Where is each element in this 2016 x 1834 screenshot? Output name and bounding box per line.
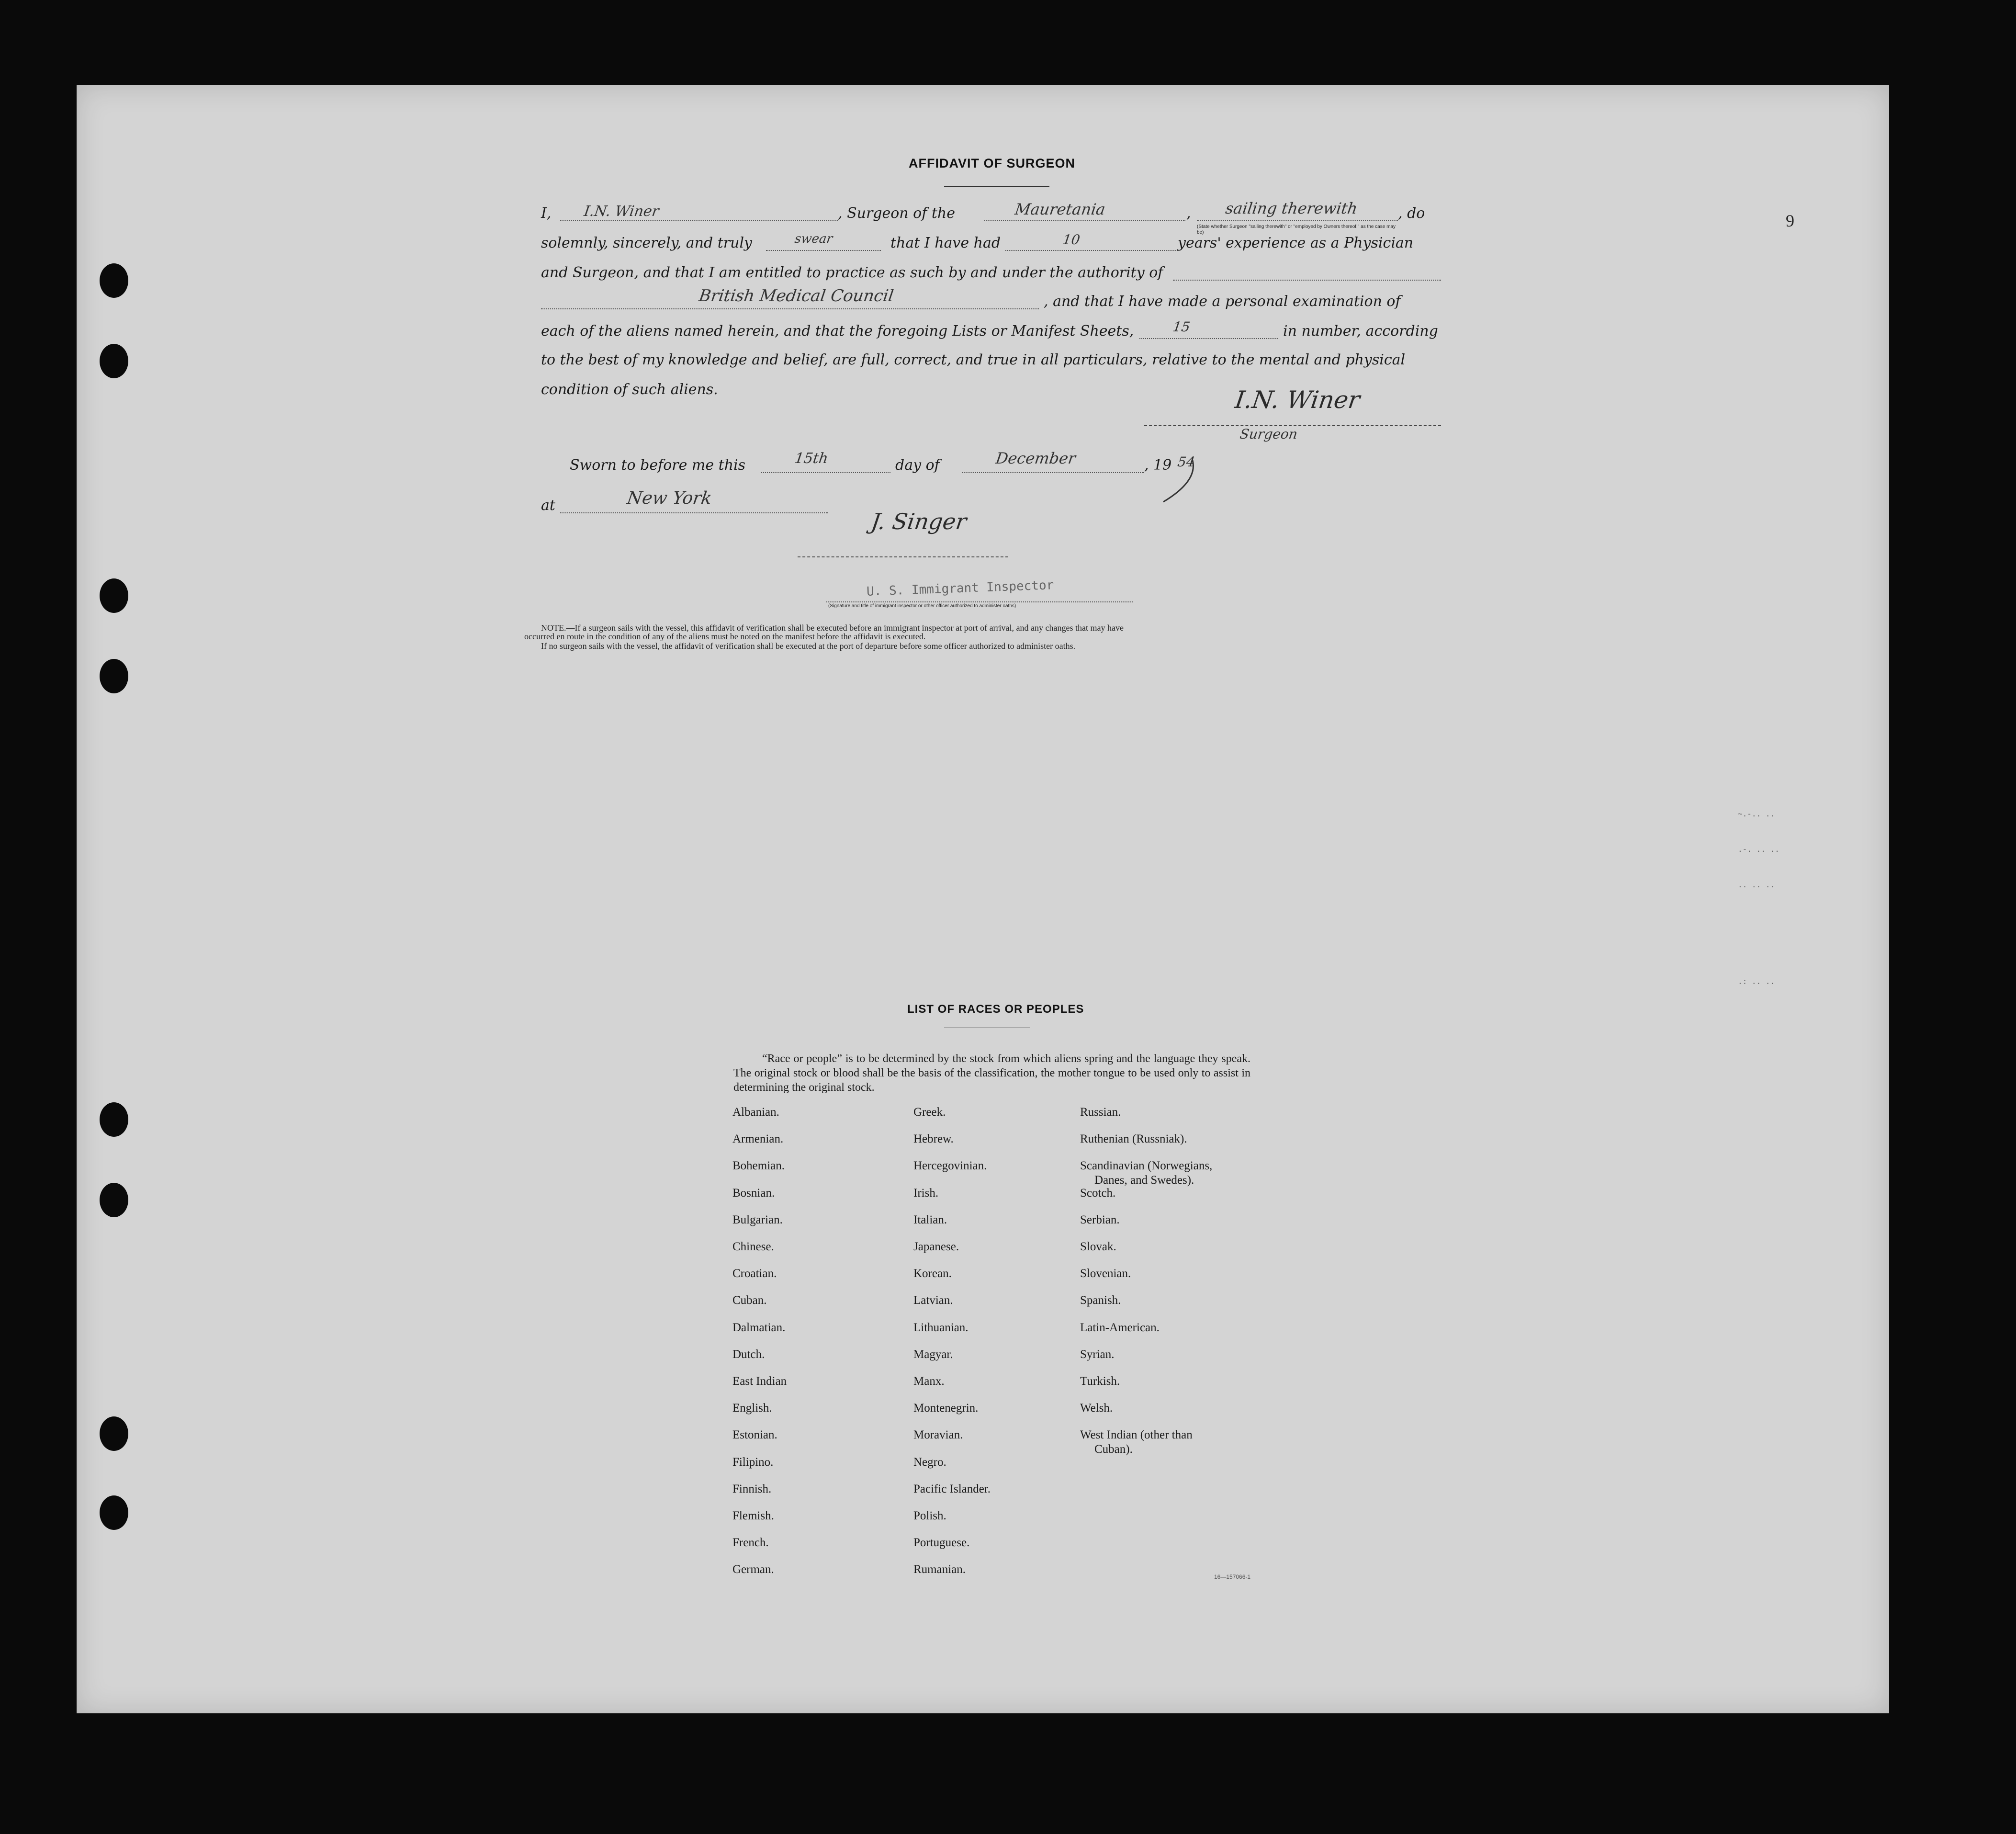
- page-title: AFFIDAVIT OF SURGEON: [909, 156, 1075, 170]
- race-entry: Syrian.: [1080, 1347, 1115, 1361]
- affidavit-line-5-pre: each of the aliens named herein, and that the foregoing Lists or Manifest Sheets,: [541, 323, 1134, 340]
- vessel-blank: [984, 220, 1185, 221]
- sheets-blank: [1139, 338, 1278, 339]
- vessel-handwritten: Mauretania: [1014, 200, 1107, 218]
- race-entry: Filipino.: [732, 1455, 774, 1469]
- affidavit-note-3: If no surgeon sails with the vessel, the affidavit of verification shall be executed at the port of departure before some officer authorized to administer oaths.: [541, 641, 1076, 651]
- affidavit-line-7: condition of such aliens.: [541, 381, 718, 398]
- sheets-handwritten: 15: [1171, 319, 1191, 335]
- race-entry: Latin-American.: [1080, 1321, 1160, 1334]
- affidavit-line-4-post: , and that I have made a personal examination of: [1044, 293, 1401, 310]
- margin-smudge: .. .. ..: [1738, 880, 1775, 889]
- race-entry: Slovak.: [1080, 1240, 1116, 1253]
- punch-hole: [100, 1495, 128, 1530]
- race-entry: French.: [732, 1536, 769, 1550]
- sworn-month-handwritten: December: [994, 449, 1077, 467]
- sworn-month-blank: [962, 472, 1144, 473]
- race-entry: Russian.: [1080, 1106, 1121, 1119]
- inspector-signature-line: [798, 556, 1008, 557]
- race-entry: Negro.: [913, 1455, 946, 1469]
- race-entry: Lithuanian.: [913, 1321, 969, 1334]
- authority-blank-b: [541, 308, 1039, 309]
- race-entry: Welsh.: [1080, 1402, 1113, 1415]
- sworn-mid: day of: [895, 457, 940, 474]
- race-entry: Albanian.: [732, 1106, 779, 1119]
- race-entry: Bulgarian.: [732, 1213, 783, 1226]
- sworn-year-handwritten: 54: [1176, 454, 1196, 470]
- race-entry: Greek.: [913, 1106, 946, 1119]
- race-entry: West Indian (other than: [1080, 1428, 1193, 1442]
- race-entry: Scandinavian (Norwegians,: [1080, 1159, 1213, 1173]
- margin-smudge: .: .. ..: [1738, 977, 1775, 986]
- margin-smudge: .-. .. ..: [1738, 845, 1779, 854]
- surgeon-name-blank: [560, 220, 838, 221]
- race-entry: Spanish.: [1080, 1294, 1121, 1307]
- sworn-day-blank: [761, 472, 890, 473]
- race-entry: Cuban.: [732, 1294, 767, 1307]
- punch-hole: [100, 263, 128, 298]
- sworn-year-flourish: [1144, 454, 1197, 507]
- race-entry: Chinese.: [732, 1240, 774, 1253]
- race-entry: Scotch.: [1080, 1186, 1116, 1200]
- race-entry: Cuban).: [1094, 1443, 1133, 1456]
- inspector-stamp: U. S. Immigrant Inspector: [866, 578, 1054, 599]
- race-entry: Montenegrin.: [913, 1402, 979, 1415]
- race-entry: Japanese.: [913, 1240, 959, 1253]
- race-entry: Rumanian.: [913, 1563, 966, 1576]
- race-entry: Moravian.: [913, 1428, 963, 1442]
- at-pre: at: [541, 497, 555, 514]
- race-entry: Latvian.: [913, 1294, 953, 1307]
- affidavit-note-2: occurred en route in the condition of any of the aliens must be noted on the manifest before the affidavit is executed.: [524, 632, 926, 641]
- affidavit-line-3: and Surgeon, and that I am entitled to practice as such by and under the authority of: [541, 264, 1163, 281]
- race-entry: German.: [732, 1563, 774, 1576]
- race-entry: Korean.: [913, 1267, 952, 1280]
- race-entry: Polish.: [913, 1509, 946, 1522]
- affidavit-line-1-post: , do: [1398, 205, 1425, 222]
- affidavit-line-2-mid: that I have had: [890, 235, 1001, 251]
- surgeon-title-handwritten: Surgeon: [1239, 426, 1299, 442]
- oath-verb-handwritten: swear: [793, 232, 834, 246]
- title-underline: [944, 186, 1049, 187]
- affidavit-line-1-mid: , Surgeon of the: [838, 205, 955, 222]
- race-entry: Flemish.: [732, 1509, 774, 1522]
- inspector-signature: J. Singer: [869, 509, 969, 534]
- race-entry: Hebrew.: [913, 1132, 954, 1146]
- punch-hole: [100, 344, 128, 378]
- race-entry: Portuguese.: [913, 1536, 970, 1550]
- race-entry: Finnish.: [732, 1482, 772, 1495]
- sworn-day-handwritten: 15th: [793, 450, 830, 467]
- at-place-handwritten: New York: [626, 488, 713, 508]
- race-entry: Dalmatian.: [732, 1321, 786, 1334]
- punch-hole: [100, 1183, 128, 1217]
- race-entry: Turkish.: [1080, 1375, 1120, 1388]
- punch-hole: [100, 1416, 128, 1451]
- margin-smudge: ~.-.. ..: [1738, 809, 1775, 818]
- oath-verb-blank: [766, 250, 881, 251]
- race-entry: Hercegovinian.: [913, 1159, 987, 1173]
- sailing-blank: [1197, 220, 1398, 221]
- race-entry: Armenian.: [732, 1132, 784, 1146]
- race-entry: Dutch.: [732, 1347, 765, 1361]
- document-page: [77, 85, 1889, 1713]
- race-entry: Serbian.: [1080, 1213, 1120, 1226]
- sailing-note: (State whether Surgeon "sailing therewith" or "employed by Owners thereof," as the case may be): [1197, 224, 1396, 235]
- race-entry: Estonian.: [732, 1428, 777, 1442]
- inspector-stamp-line: [826, 601, 1133, 602]
- authority-blank-a: [1173, 280, 1441, 281]
- race-entry: Bosnian.: [732, 1186, 775, 1200]
- punch-hole: [100, 659, 128, 693]
- surgeon-signature: I.N. Winer: [1233, 386, 1362, 414]
- race-entry: Pacific Islander.: [913, 1482, 991, 1495]
- years-blank: [1005, 250, 1178, 251]
- race-entry: Manx.: [913, 1375, 945, 1388]
- races-title: LIST OF RACES OR PEOPLES: [907, 1003, 1084, 1016]
- race-entry: Croatian.: [732, 1267, 777, 1280]
- race-entry: Italian.: [913, 1213, 947, 1226]
- sailing-handwritten: sailing therewith: [1224, 199, 1359, 217]
- race-entry: Irish.: [913, 1186, 939, 1200]
- race-entry: Ruthenian (Russniak).: [1080, 1132, 1187, 1146]
- race-entry: Bohemian.: [732, 1159, 785, 1173]
- race-entry: East Indian: [732, 1375, 787, 1388]
- race-entry: Danes, and Swedes).: [1094, 1174, 1194, 1187]
- affidavit-line-2-post: years' experience as a Physician: [1178, 235, 1414, 251]
- at-place-blank: [560, 512, 828, 513]
- surgeon-name-handwritten: I.N. Winer: [583, 203, 660, 220]
- punch-hole: [100, 1102, 128, 1137]
- affidavit-line-2-pre: solemnly, sincerely, and truly: [541, 235, 753, 251]
- years-handwritten: 10: [1061, 232, 1081, 248]
- race-entry: Slovenian.: [1080, 1267, 1131, 1280]
- race-entry: English.: [732, 1402, 772, 1415]
- affidavit-line-5-post: in number, according: [1283, 323, 1438, 340]
- inspector-caption: (Signature and title of immigrant inspector or other officer authorized to administer oaths): [828, 603, 1016, 609]
- affidavit-line-1-pre: I,: [541, 205, 552, 222]
- affidavit-note-1: NOTE.—If a surgeon sails with the vessel, this affidavit of verification shall be executed before an immigrant inspector at port of arrival, and any changes that may have: [541, 623, 1124, 633]
- punch-hole: [100, 578, 128, 613]
- sworn-year-pre: , 19: [1144, 457, 1172, 474]
- affidavit-line-1-sep: ,: [1186, 205, 1191, 222]
- affidavit-line-6: to the best of my knowledge and belief, are full, correct, and true in all particulars, relative to the mental and physical: [541, 351, 1406, 368]
- form-code: 16—157066-1: [1214, 1574, 1251, 1580]
- race-entry: Magyar.: [913, 1347, 953, 1361]
- sworn-pre: Sworn to before me this: [570, 457, 746, 474]
- authority-handwritten: British Medical Council: [698, 286, 895, 306]
- page-number: 9: [1786, 211, 1794, 230]
- races-intro: “Race or people” is to be determined by the stock from which aliens spring and the language they speak. The original stock or blood shall be the basis of the classification, the mother tongue to be used only to assist in determining the original stock.: [733, 1053, 1250, 1094]
